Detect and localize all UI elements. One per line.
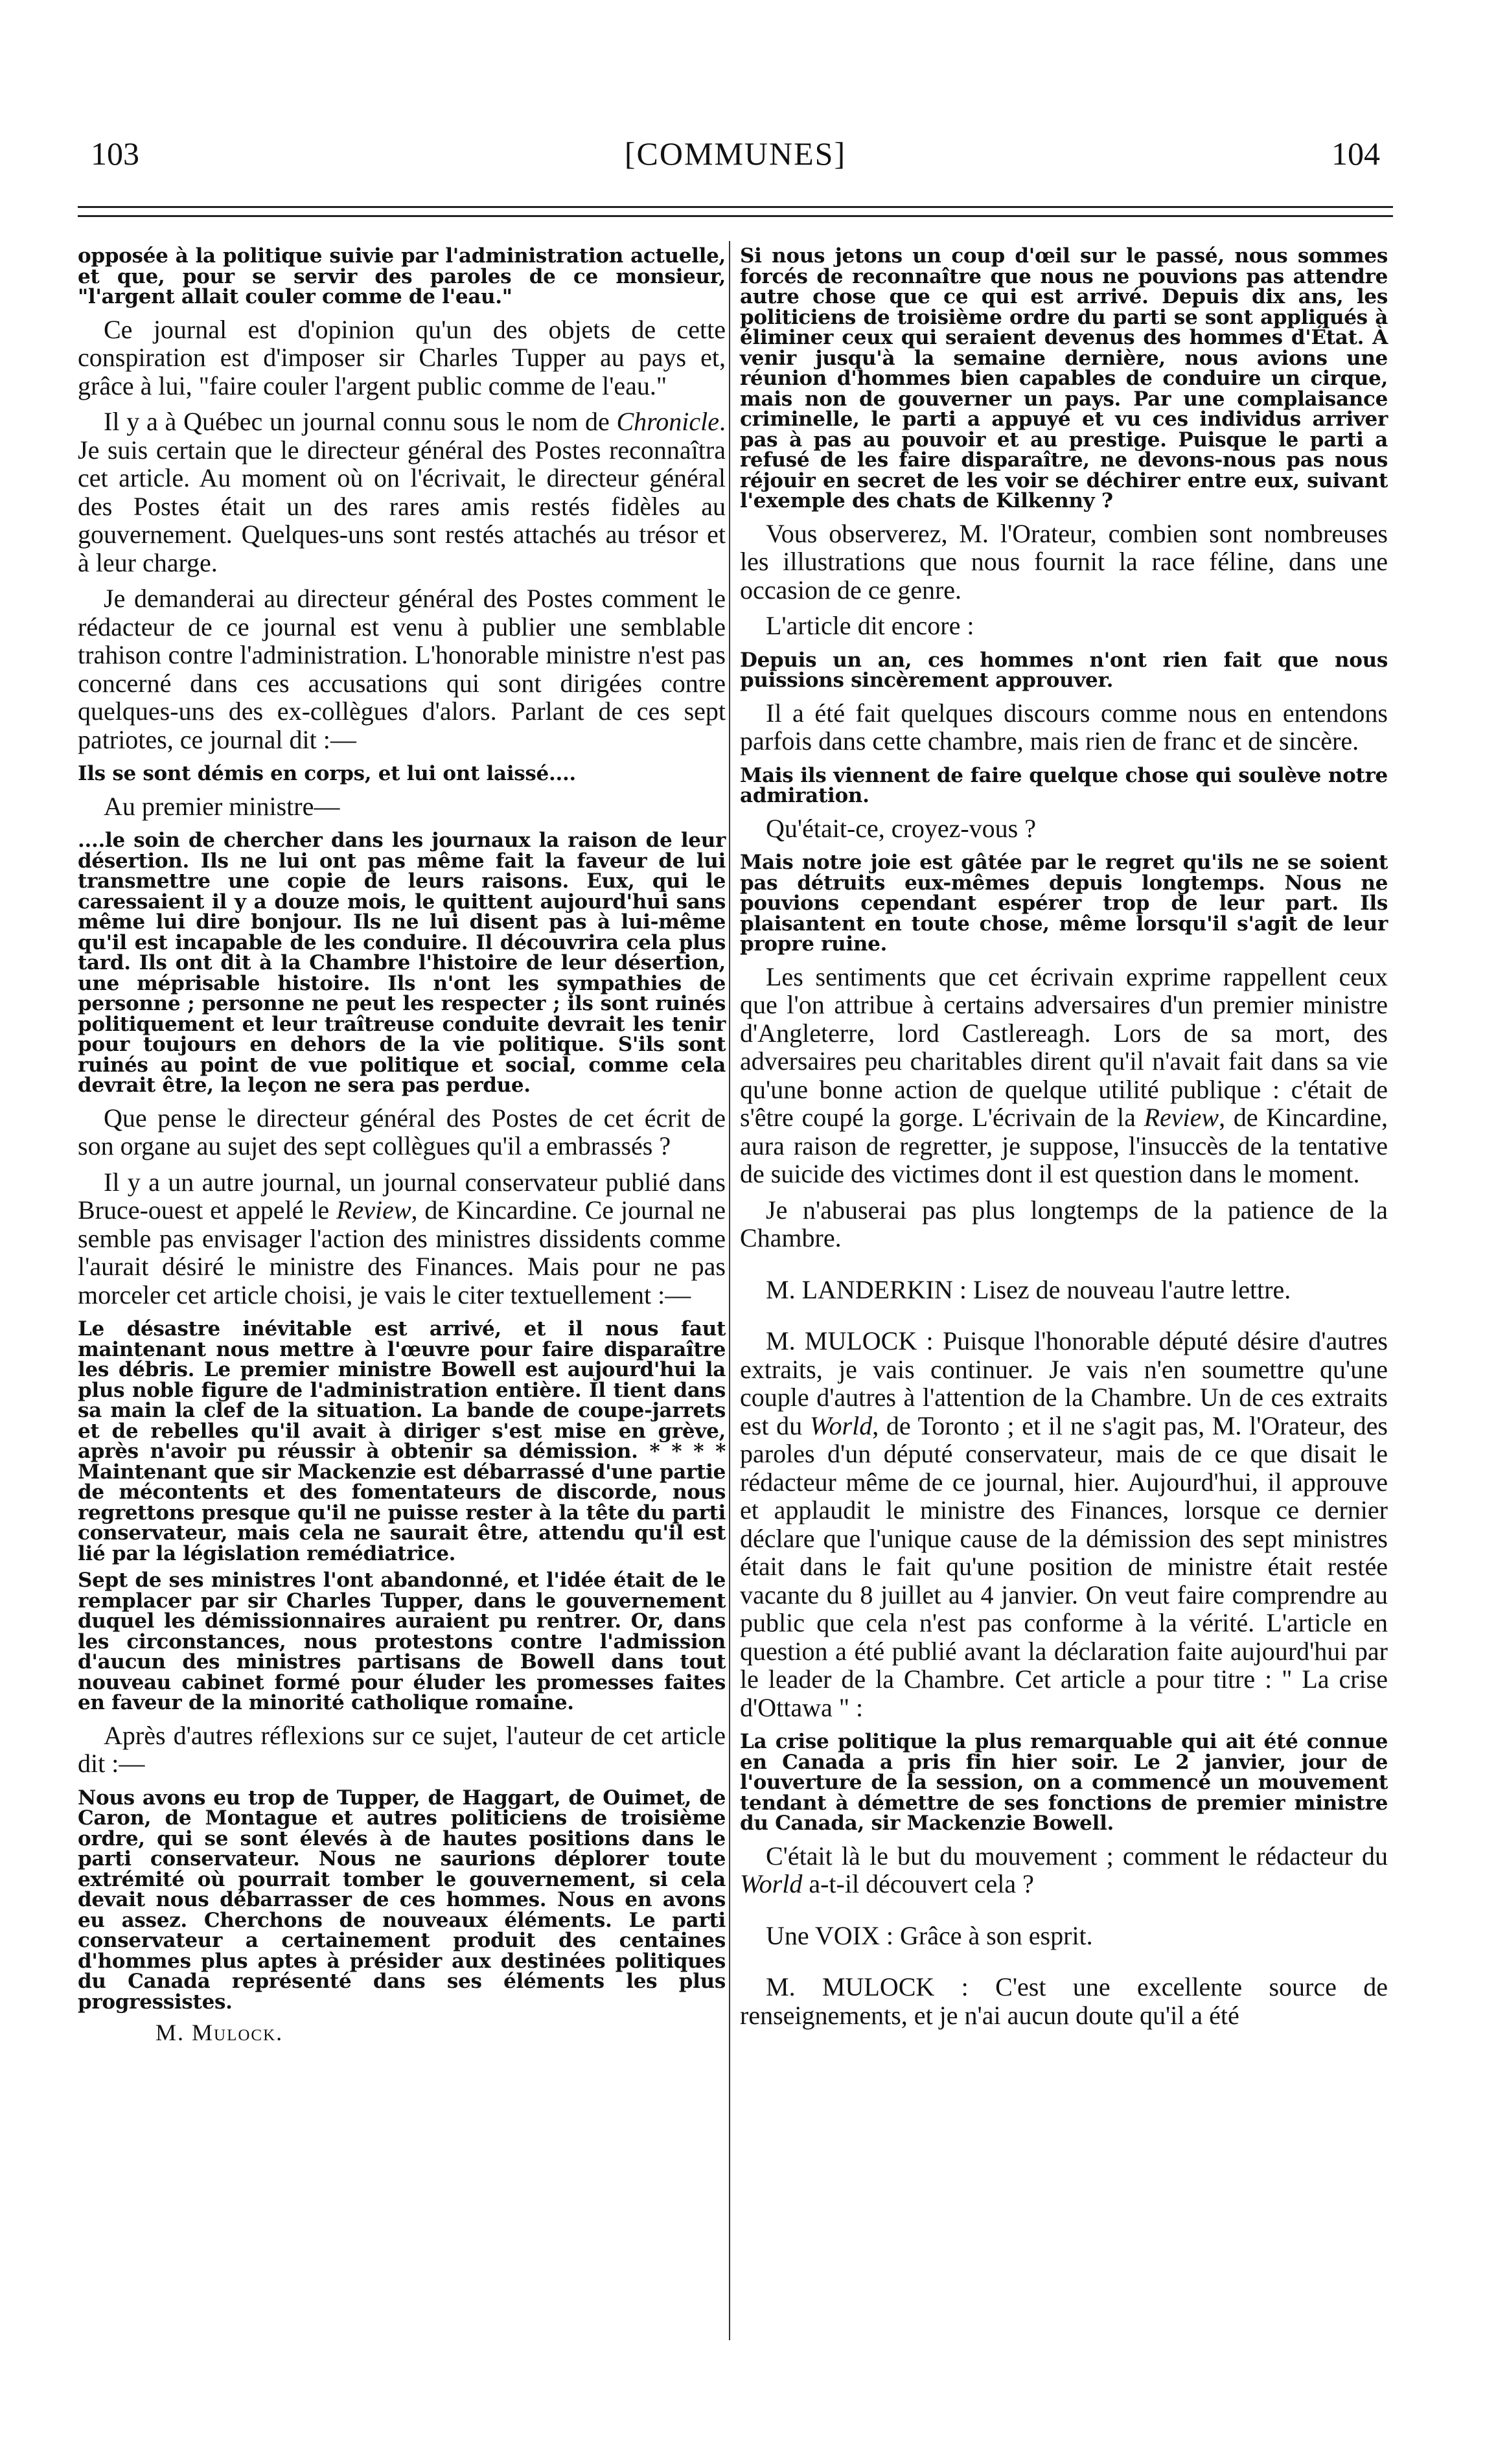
block-quote: Le désastre inévitable est arrivé, et il nous faut maintenant nous mettre à l'œuvre pour faire disparaître les débris. Le premier ministre Bowell est aujourd'hui la plus noble figure de l'administration entière. Il tient dans sa main la clef de la situation. La bande de coupe-jarrets et de rebelles qu'il avait à diriger s'est mise en grève, après n'avoir pu réussir à obtenir sa démission. * * * * Maintenant que sir Mackenzie est débarrassé d'une partie de mécontents et des fomentateurs de discorde, nous regrettons presque qu'il ne puisse rester à la tête du parti conservateur, mais cela ne saurait être, attendu qu'il est lié par la législation remédiatrice.	[78, 1317, 726, 1565]
paragraph: Au premier ministre—	[104, 791, 340, 821]
newspaper-title: World	[809, 1410, 873, 1440]
paragraph: Après d'autres réflexions sur ce sujet, l'auteur de cet article dit :—	[78, 1720, 726, 1778]
paragraph: Les sentiments que cet écrivain exprime rappellent ceux que l'on attribue à certains adversaires d'un premier ministre d'Angleterre, lord Castlereagh. Lors de sa mort, des adversaires peu charitables dirent qu'il n'avait fait dans sa vie qu'une bonne action de quelque utilité publique : c'était de s'être coupé la gorge. L'écrivain de la Review, de Kincardine, aura raison de regretter, je suppose, l'insuccès de la tentative de suicide des victimes dont il est question dans le moment.	[740, 961, 1388, 1188]
paragraph: Je n'abuserai pas plus longtemps de la patience de la Chambre.	[740, 1195, 1388, 1252]
block-quote: Mais notre joie est gâtée par le regret qu'ils ne se soient pas détruits eux-mêmes depuis longtemps. Nous ne pouvions cependant espérer trop de leur part. Ils plaisantent en toute chose, même lorsqu'il s'agit de leur propre ruine.	[740, 851, 1388, 956]
paragraph: C'était là le but du mouvement ; comment le rédacteur du World a-t-il découvert cela ?	[740, 1841, 1388, 1898]
page-number-right: 104	[1331, 135, 1380, 172]
newspaper-title: World	[740, 1869, 803, 1898]
paragraph: Qu'était-ce, croyez-vous ?	[766, 813, 1036, 843]
paragraph: Il a été fait quelques discours comme nous en entendons parfois dans cette chambre, mais rien de franc et de sincère.	[740, 698, 1388, 755]
newspaper-title: Review	[1144, 1103, 1219, 1132]
running-title: [COMMUNES]	[624, 135, 847, 172]
block-quote: La crise politique la plus remarquable qui ait été connue en Canada a pris fin hier soir. Le 2 janvier, jour de l'ouverture de la session, on a commencé un mouvement tendant à démettre de ses fonctions de premier ministre du Canada, sir Mackenzie Bowell.	[740, 1730, 1388, 1835]
speaker-paragraph: M. LANDERKIN : Lisez de nouveau l'autre lettre.	[766, 1274, 1291, 1304]
paragraph: Je demanderai au directeur général des Postes comment le rédacteur de ce journal est venu à publier une semblable trahison contre l'administration. L'honorable ministre n'est pas concerné dans ces accusations qui sont dirigées contre quelques-uns des ex-collègues d'alors. Parlant de ces sept patriotes, ce journal dit :—	[78, 584, 726, 754]
speaker-paragraph: M. MULOCK : C'est une excellente source de renseignements, et je n'ai aucun doute qu'il a été	[740, 1972, 1388, 2030]
header-rule-bottom	[78, 215, 1393, 217]
paragraph: Que pense le directeur général des Postes de cet écrit de son organe au sujet des sept collègues qu'il a embrassés ?	[78, 1103, 726, 1160]
newspaper-title: Review	[336, 1195, 411, 1225]
speaker-paragraph: M. MULOCK : Puisque l'honorable député désire d'autres extraits, je vais continuer. Je vais n'en soumettre qu'une couple d'autres à l'attention de la Chambre. Un de ces extraits est du World, de Toronto ; et il ne s'agit pas, M. l'Orateur, des paroles d'un député conservateur, mais de ce que disait le rédacteur même de ce journal, hier. Aujourd'hui, il approuve et applaudit le ministre des Finances, lorsque ce dernier déclare que l'unique cause de la démission des sept ministres était dans le fait qu'une position de ministre était restée vacante du 8 juillet au 4 janvier. On veut faire comprendre au public que cela n'est pas conforme à la vérité. L'article en question a été publié avant la déclaration faite aujourd'hui par le leader de la Chambre. Cet article a pour titre : " La crise d'Ottawa " :	[740, 1326, 1388, 1722]
block-quote: Si nous jetons un coup d'œil sur le passé, nous sommes forcés de reconnaître que nous ne pouvions pas attendre autre chose que ce qui est arrivé. Depuis dix ans, les politiciens de troisième ordre du parti se sont appliqués à éliminer ceux qui seraient devenus des hommes d'État. À venir jusqu'à la semaine dernière, nous avions une réunion d'hommes bien capables de conduire un cirque, mais non de gouverner un pays. Par une complaisance criminelle, le parti a appuyé et vu ces individus arriver pas à pas au pouvoir et au prestige. Puisque le parti a refusé de les faire disparaître, ne devons-nous pas nous réjouir en secret de les voir se déchirer entre eux, suivant l'exemple des chats de Kilkenny ?	[740, 244, 1388, 512]
column-divider	[729, 241, 730, 2340]
block-quote: ....le soin de chercher dans les journaux la raison de leur désertion. Ils ne lui ont pas même fait la faveur de lui transmettre une copie de leurs raisons. Eux, qui le caressaient il y a douze mois, le quittent aujourd'hui sans même lui dire bonjour. Ils ne lui disent pas à lui-même qu'il est incapable de les conduire. Il découvrira cela plus tard. Ils ont dit à la Chambre l'histoire de leur désertion, une méprisable histoire. Ils n'ont les sympathies de personne ; personne ne peut les respecter ; ils sont ruinés politiquement et leur traîtreuse conduite devrait les tenir pour toujours en dehors de la vie politique. S'ils sont ruinés au point de vue politique et social, comme cela devrait être, la leçon ne sera pas perdue.	[78, 829, 726, 1097]
paragraph: Ce journal est d'opinion qu'un des objets de cette conspiration est d'imposer sir Charles Tupper au pays et, grâce à lui, "faire couler l'argent public comme de l'eau."	[78, 314, 726, 400]
page-header	[91, 135, 1380, 187]
header-rule-top	[78, 206, 1393, 208]
newspaper-title: Chronicle	[616, 407, 719, 436]
speaker-paragraph: Une VOIX : Grâce à son esprit.	[766, 1920, 1093, 1950]
block-quote: Sept de ses ministres l'ont abandonné, et l'idée était de le remplacer par sir Charles Tupper, dans le gouvernement duquel les démissionnaires auraient pu rentrer. Or, dans les circonstances, nous protestons contre l'admission d'aucun des ministres partisans de Bowell dans tout nouveau cabinet formé pour éluder les promesses faites en faveur de la minorité catholique romaine.	[78, 1569, 726, 1714]
left-column	[78, 246, 726, 2046]
block-quote: Depuis un an, ces hommes n'ont rien fait que nous puissions sincèrement approuver.	[740, 648, 1388, 692]
right-column	[740, 246, 1388, 2029]
quote-continuation: opposée à la politique suivie par l'administration actuelle, et que, pour se servir des paroles de ce monsieur, "l'argent allait couler comme de l'eau."	[78, 244, 726, 308]
block-quote: Ils se sont démis en corps, et lui ont laissé....	[78, 762, 576, 785]
paragraph: Il y a un autre journal, un journal conservateur publié dans Bruce-ouest et appelé le Review, de Kincardine. Ce journal ne semble pas envisager l'action des ministres dissidents comme l'aurait désiré le ministre des Finances. Mais pour ne pas morceler cet article choisi, je vais le citer textuellement :—	[78, 1167, 726, 1309]
page-number-left: 103	[91, 135, 139, 172]
paragraph: L'article dit encore :	[766, 611, 974, 640]
speaker-signature: M. Mulock.	[155, 2020, 284, 2045]
paragraph: Vous observerez, M. l'Orateur, combien sont nombreuses les illustrations que nous fournit la race féline, dans une occasion de ce genre.	[740, 518, 1388, 604]
paragraph: Il y a à Québec un journal connu sous le nom de Chronicle. Je suis certain que le directeur général des Postes reconnaîtra cet article. Au moment où on l'écrivait, le directeur général des Postes était un des rares amis restés fidèles au gouvernement. Quelques-uns sont restés attachés au trésor et à leur charge.	[78, 407, 726, 577]
block-quote: Mais ils viennent de faire quelque chose qui soulève notre admiration.	[740, 763, 1388, 807]
block-quote: Nous avons eu trop de Tupper, de Haggart, de Ouimet, de Caron, de Montague et autres politiciens de troisième ordre, qui se sont élevés à de hautes positions dans le parti conservateur. Nous ne saurions déplorer toute extrémité où pourrait tomber le gouvernement, si cela devait nous débarrasser de ces hommes. Nous en avons eu assez. Cherchons de nouveaux éléments. Le parti conservateur a certainement produit des centaines d'hommes plus aptes à présider aux destinées politiques du Canada représenté dans ses éléments les plus progressistes.	[78, 1786, 726, 2014]
